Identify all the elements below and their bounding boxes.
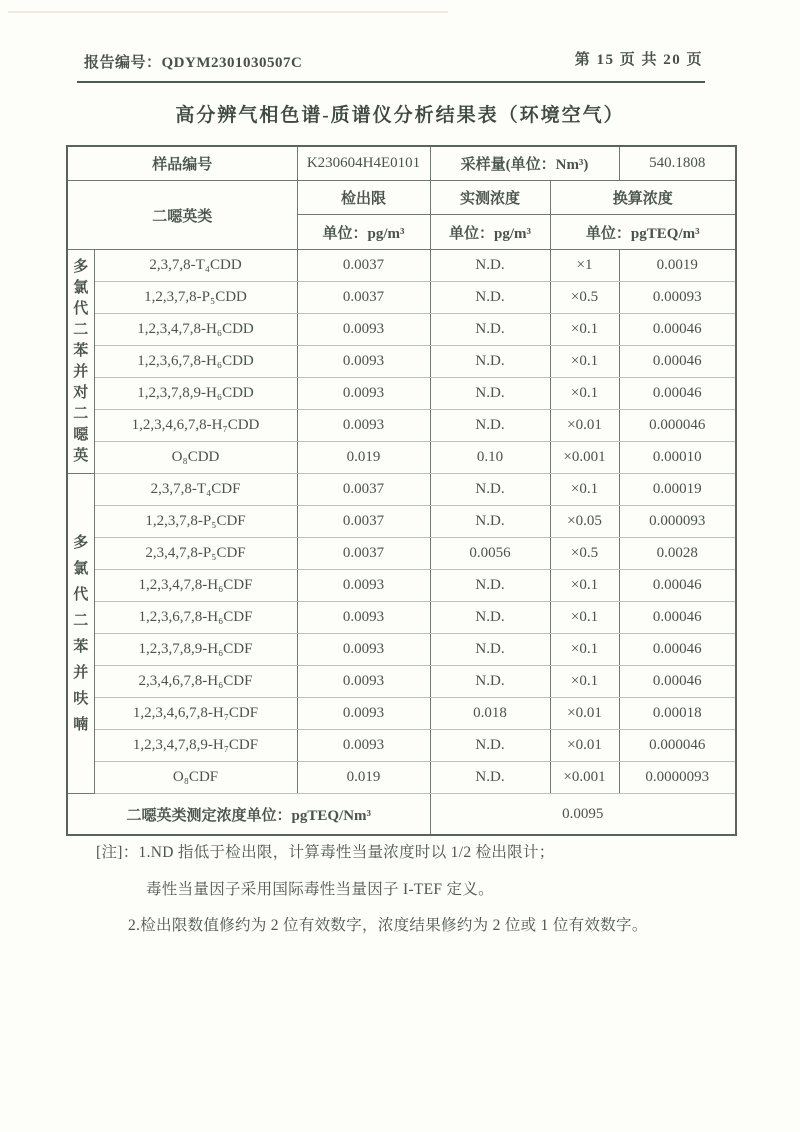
tef-factor-cell: ×0.01 — [550, 698, 619, 730]
tef-factor-cell: ×0.1 — [550, 378, 619, 410]
note-line-2: 毒性当量因子采用国际毒性当量因子 I-TEF 定义。 — [146, 881, 494, 898]
tef-factor-cell: ×0.1 — [550, 474, 619, 506]
table-row — [67, 442, 736, 474]
measured-cell: 0.018 — [430, 698, 550, 730]
notes-section — [66, 840, 746, 935]
tef-factor-cell: ×0.1 — [550, 634, 619, 666]
group-label-pcdf: 多氯代二苯并呋喃 — [67, 474, 94, 794]
teq-cell: 0.00046 — [619, 634, 736, 666]
measured-cell: N.D. — [430, 282, 550, 314]
detection-limit-cell: 0.0093 — [297, 410, 430, 442]
sample-info-row — [67, 146, 736, 181]
column-header-row — [67, 181, 736, 215]
note-line-3: 2.检出限数值修约为 2 位有效数字，浓度结果修约为 2 位或 1 位有效数字。 — [128, 917, 648, 934]
tef-factor-cell: ×0.1 — [550, 314, 619, 346]
group-label-pcdd: 多氯代二苯并对二噁英 — [67, 250, 94, 474]
congener-name-cell: 1,2,3,4,7,8-H₆CDD — [94, 314, 297, 346]
table-row — [67, 570, 736, 602]
detection-limit-cell: 0.0037 — [297, 474, 430, 506]
unit-measured: 单位：pg/m³ — [430, 215, 550, 250]
teq-cell: 0.000046 — [619, 410, 736, 442]
sample-id-label: 样品编号 — [67, 146, 297, 181]
table-row — [67, 474, 736, 506]
teq-cell: 0.00046 — [619, 602, 736, 634]
measured-cell: N.D. — [430, 570, 550, 602]
tef-factor-cell: ×0.1 — [550, 666, 619, 698]
congener-name-cell: 1,2,3,7,8-P₅CDF — [94, 506, 297, 538]
page-indicator: 第 15 页 共 20 页 — [574, 52, 703, 68]
congener-name-cell: 1,2,3,4,6,7,8-H₇CDD — [94, 410, 297, 442]
detection-limit-cell: 0.0093 — [297, 378, 430, 410]
teq-cell: 0.00046 — [619, 346, 736, 378]
category-label: 二噁英类 — [67, 181, 297, 250]
tef-factor-cell: ×0.05 — [550, 506, 619, 538]
tef-factor-cell: ×0.001 — [550, 442, 619, 474]
teq-cell: 0.00046 — [619, 570, 736, 602]
teq-cell: 0.00010 — [619, 442, 736, 474]
detection-limit-cell: 0.019 — [297, 762, 430, 794]
congener-name-cell: 1,2,3,4,7,8,9-H₇CDF — [94, 730, 297, 762]
table-row — [67, 314, 736, 346]
teq-cell: 0.000093 — [619, 506, 736, 538]
detection-limit-cell: 0.019 — [297, 442, 430, 474]
detection-limit-cell: 0.0037 — [297, 250, 430, 282]
measured-cell: N.D. — [430, 378, 550, 410]
detection-limit-cell: 0.0093 — [297, 602, 430, 634]
table-row — [67, 698, 736, 730]
table-row — [67, 602, 736, 634]
measured-cell: N.D. — [430, 506, 550, 538]
table-row — [67, 250, 736, 282]
detection-limit-cell: 0.0093 — [297, 634, 430, 666]
table-row — [67, 666, 736, 698]
table-row — [67, 538, 736, 570]
tef-factor-cell: ×0.5 — [550, 282, 619, 314]
col-detection-limit: 检出限 — [297, 181, 430, 215]
detection-limit-cell: 0.0037 — [297, 282, 430, 314]
note-line-1: [注]：1.ND 指低于检出限，计算毒性当量浓度时以 1/2 检出限计； — [96, 844, 555, 861]
sample-id-value: K230604H4E0101 — [297, 146, 430, 181]
tef-factor-cell: ×0.001 — [550, 762, 619, 794]
teq-cell: 0.00093 — [619, 282, 736, 314]
measured-cell: N.D. — [430, 666, 550, 698]
measured-cell: N.D. — [430, 730, 550, 762]
table-row — [67, 346, 736, 378]
teq-cell: 0.0028 — [619, 538, 736, 570]
detection-limit-cell: 0.0093 — [297, 314, 430, 346]
detection-limit-cell: 0.0037 — [297, 538, 430, 570]
tef-factor-cell: ×0.01 — [550, 730, 619, 762]
sample-volume-label: 采样量(单位：Nm³) — [430, 146, 619, 181]
table-row — [67, 634, 736, 666]
measured-cell: N.D. — [430, 474, 550, 506]
table-row — [67, 730, 736, 762]
measured-cell: N.D. — [430, 410, 550, 442]
congener-name-cell: 1,2,3,6,7,8-H₆CDD — [94, 346, 297, 378]
teq-cell: 0.00046 — [619, 314, 736, 346]
table-row — [67, 282, 736, 314]
measured-cell: N.D. — [430, 634, 550, 666]
table-row — [67, 506, 736, 538]
measured-cell: 0.10 — [430, 442, 550, 474]
col-measured: 实测浓度 — [430, 181, 550, 215]
sample-volume-value: 540.1808 — [619, 146, 736, 181]
table-row — [67, 410, 736, 442]
congener-name-cell: 2,3,7,8-T₄CDD — [94, 250, 297, 282]
teq-cell: 0.00046 — [619, 378, 736, 410]
detection-limit-cell: 0.0093 — [297, 346, 430, 378]
teq-cell: 0.000046 — [619, 730, 736, 762]
teq-cell: 0.00018 — [619, 698, 736, 730]
tef-factor-cell: ×1 — [550, 250, 619, 282]
congener-name-cell: 1,2,3,4,7,8-H₆CDF — [94, 570, 297, 602]
total-label: 二噁英类测定浓度单位：pgTEQ/Nm³ — [67, 794, 430, 836]
total-value: 0.0095 — [430, 794, 736, 836]
measured-cell: N.D. — [430, 762, 550, 794]
table-row — [67, 762, 736, 794]
table-row — [67, 378, 736, 410]
congener-name-cell: 2,3,7,8-T₄CDF — [94, 474, 297, 506]
congener-name-cell: O₈CDD — [94, 442, 297, 474]
measured-cell: N.D. — [430, 602, 550, 634]
detection-limit-cell: 0.0093 — [297, 570, 430, 602]
detection-limit-cell: 0.0093 — [297, 698, 430, 730]
measured-cell: N.D. — [430, 346, 550, 378]
congener-name-cell: 1,2,3,7,8-P₅CDD — [94, 282, 297, 314]
measured-cell: N.D. — [430, 250, 550, 282]
congener-name-cell: 2,3,4,7,8-P₅CDF — [94, 538, 297, 570]
tef-factor-cell: ×0.01 — [550, 410, 619, 442]
congener-name-cell: 2,3,4,6,7,8-H₆CDF — [94, 666, 297, 698]
tef-factor-cell: ×0.5 — [550, 538, 619, 570]
teq-cell: 0.0000093 — [619, 762, 736, 794]
tef-factor-cell: ×0.1 — [550, 602, 619, 634]
measured-cell: N.D. — [430, 314, 550, 346]
teq-cell: 0.00019 — [619, 474, 736, 506]
report-number: 报告编号：QDYM2301030507C — [84, 55, 303, 71]
congener-name-cell: 1,2,3,7,8,9-H₆CDD — [94, 378, 297, 410]
teq-cell: 0.0019 — [619, 250, 736, 282]
unit-converted: 单位：pgTEQ/m³ — [550, 215, 736, 250]
detection-limit-cell: 0.0093 — [297, 730, 430, 762]
teq-cell: 0.00046 — [619, 666, 736, 698]
scan-edge-artifact — [8, 11, 448, 13]
congener-name-cell: O₈CDF — [94, 762, 297, 794]
tef-factor-cell: ×0.1 — [550, 570, 619, 602]
tef-factor-cell: ×0.1 — [550, 346, 619, 378]
detection-limit-cell: 0.0037 — [297, 506, 430, 538]
results-table — [66, 145, 737, 836]
total-row — [67, 794, 736, 836]
measured-cell: 0.0056 — [430, 538, 550, 570]
congener-name-cell: 1,2,3,6,7,8-H₆CDF — [94, 602, 297, 634]
col-converted: 换算浓度 — [550, 181, 736, 215]
unit-detection-limit: 单位：pg/m³ — [297, 215, 430, 250]
header-rule — [77, 81, 705, 83]
congener-name-cell: 1,2,3,4,6,7,8-H₇CDF — [94, 698, 297, 730]
congener-name-cell: 1,2,3,7,8,9-H₆CDF — [94, 634, 297, 666]
detection-limit-cell: 0.0093 — [297, 666, 430, 698]
page-title: 高分辨气相色谱-质谱仪分析结果表（环境空气） — [175, 105, 625, 126]
